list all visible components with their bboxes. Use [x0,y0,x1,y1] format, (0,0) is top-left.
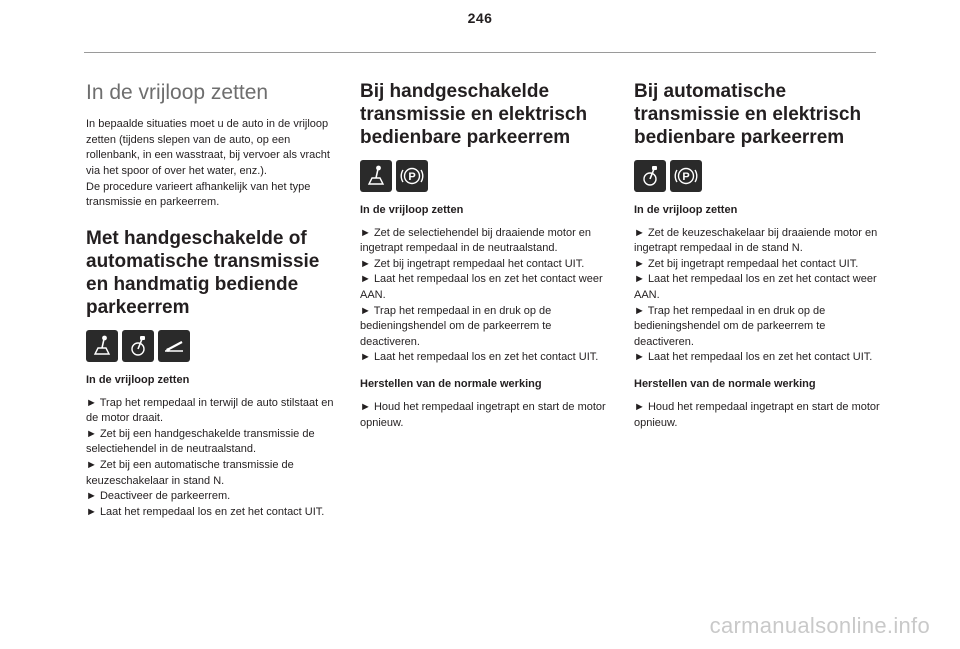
section-heading-manual-parking-brake: Met handgeschakelde of automatische transmissie en handmatig bediende parkeerrem [86,227,320,319]
manual-gearstick-icon [86,330,118,362]
svg-text:P: P [682,170,690,183]
step-item: ► Zet bij een handgeschakelde transmissie de selectiehendel in de neutraalstand. [86,427,315,456]
step-item: ► Laat het rempedaal los en zet het contact weer AAN. [360,273,603,301]
automatic-selector-icon [634,160,666,192]
step-item: ► Trap het rempedaal in terwijl de auto stilstaat en de motor draait. [86,396,334,425]
subheading-neutral: In de vrijloop zetten [86,373,190,386]
manual-gearstick-icon [360,160,392,192]
step-item: ► Trap het rempedaal in en druk op de bedieningshendel om de parkeerrem te deactiveren. [634,304,826,348]
section-heading-manual-electric-brake: Bij handgeschakelde transmissie en elektrisch bedienbare parkeerrem [360,81,588,149]
svg-text:P: P [408,170,416,183]
step-item: ► Deactiveer de parkeerrem. [86,490,231,503]
step-item: ► Laat het rempedaal los en zet het contact UIT. [634,351,873,364]
step-item: ► Zet bij een automatische transmissie de keuzeschakelaar in stand N. [86,458,294,487]
handbrake-lever-icon [158,330,190,362]
step-item: ► Trap het rempedaal in en druk op de bedieningshendel om de parkeerrem te deactiveren. [360,304,552,348]
icon-row [634,160,884,192]
icon-row [360,160,612,192]
subheading-neutral: In de vrijloop zetten [360,203,464,216]
subheading-restore: Herstellen van de normale werking [634,378,816,390]
step-item: ► Houd het rempedaal ingetrapt en start de motor opnieuw. [360,401,606,429]
step-item: ► Houd het rempedaal ingetrapt en start de motor opnieuw. [634,401,880,429]
step-item: ► Zet bij ingetrapt rempedaal het contact UIT. [360,257,585,270]
page-number: 246 [467,10,493,26]
watermark: carmanualsonline.info [709,613,930,638]
icon-row [86,330,340,362]
column-1 [86,80,340,520]
intro-paragraph: In bepaalde situaties moet u de auto in de vrijloop zetten (tijdens slepen van de auto, op een rollenbank, in een wasstraat, bij vervoer als vracht via het spoor of over het water, enz.). De procedure varieert afhankelijk van het type transmissie en parkeerrem. [86,118,330,209]
step-item: ► Zet de selectiehendel bij draaiende motor en ingetrapt rempedaal in de neutraalstand. [360,226,592,255]
step-item: ► Zet de keuzeschakelaar bij draaiende motor en ingetrapt rempedaal in de stand N. [634,226,878,255]
section-heading-automatic-electric-brake: Bij automatische transmissie en elektrisch bedienbare parkeerrem [634,81,862,149]
step-item: ► Laat het rempedaal los en zet het contact UIT. [86,505,325,518]
electric-parking-brake-icon [670,160,702,192]
automatic-selector-icon [122,330,154,362]
subheading-restore: Herstellen van de normale werking [360,378,542,390]
electric-parking-brake-icon [396,160,428,192]
step-item: ► Laat het rempedaal los en zet het contact UIT. [360,351,599,364]
column-2 [360,80,612,431]
page-title: In de vrijloop zetten [86,81,269,104]
subheading-neutral: In de vrijloop zetten [634,203,738,216]
step-item: ► Laat het rempedaal los en zet het contact weer AAN. [634,273,877,301]
header-divider [84,52,876,53]
step-item: ► Zet bij ingetrapt rempedaal het contact UIT. [634,257,859,270]
column-3 [634,80,884,431]
